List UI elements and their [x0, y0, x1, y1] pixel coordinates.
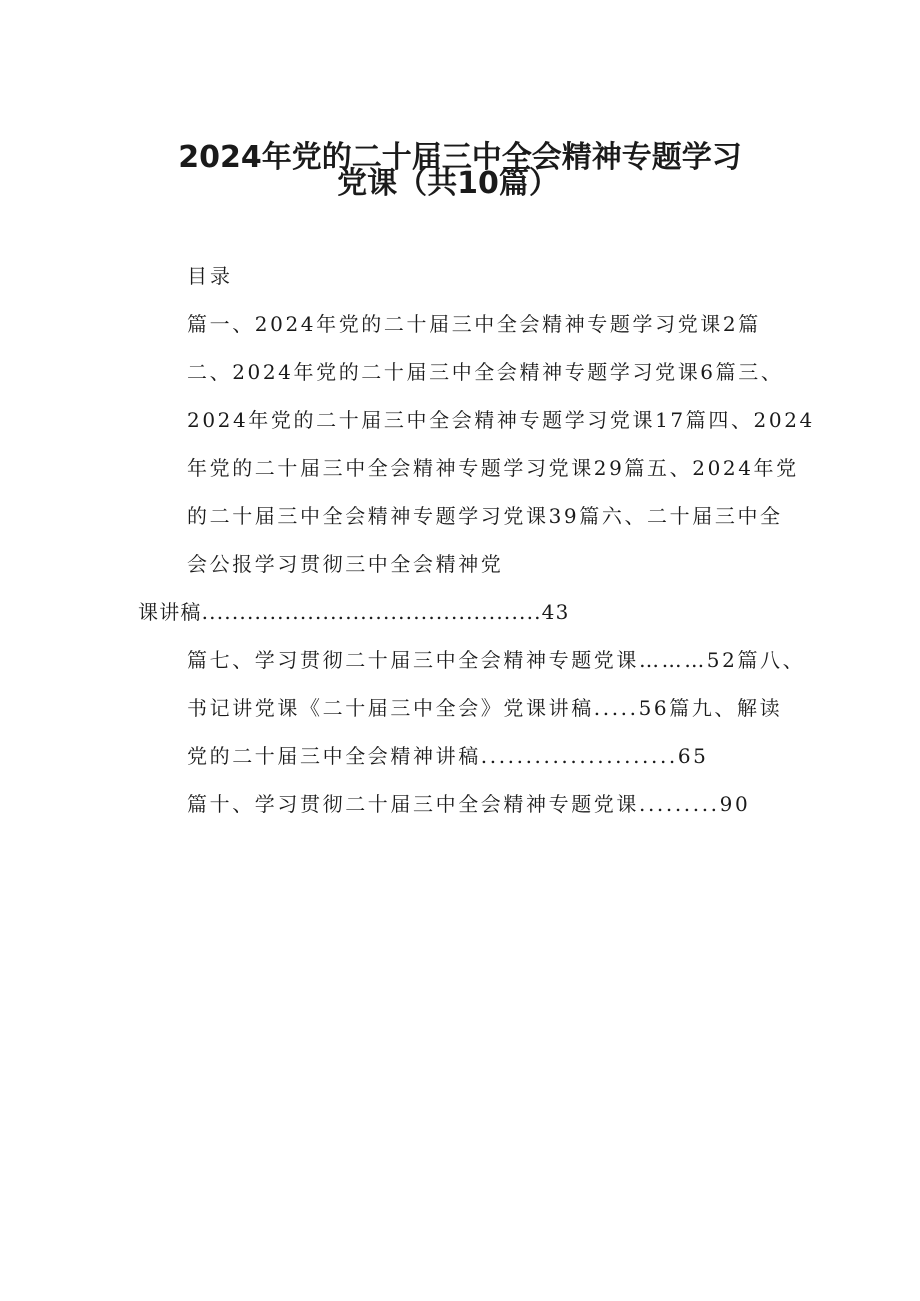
toc-line[interactable]: 党的二十届三中全会精神讲稿......................65 — [187, 744, 709, 768]
toc-line[interactable]: 二、2024年党的二十届三中全会精神专题学习党课6篇三、 — [187, 360, 784, 384]
toc-line[interactable]: 2024年党的二十届三中全会精神专题学习党课17篇四、2024 — [187, 408, 815, 432]
toc-line[interactable]: 课讲稿.............................................43 — [138, 600, 570, 624]
toc-line[interactable]: 会公报学习贯彻三中全会精神党 — [187, 552, 504, 576]
toc-heading: 目录 — [187, 264, 233, 288]
document-title-line-2: 党课（共10篇） — [337, 166, 559, 201]
toc-line[interactable]: 书记讲党课《二十届三中全会》党课讲稿.....56篇九、解读 — [187, 696, 783, 720]
toc-line[interactable]: 的二十届三中全会精神专题学习党课39篇六、二十届三中全 — [187, 504, 783, 528]
toc-line[interactable]: 篇十、学习贯彻二十届三中全会精神专题党课.........90 — [187, 792, 751, 816]
toc-line[interactable]: 篇七、学习贯彻二十届三中全会精神专题党课………52篇八、 — [187, 648, 806, 672]
document-title-line-1: 2024年党的二十届三中全会精神专题学习 — [178, 140, 742, 175]
toc-line[interactable]: 年党的二十届三中全会精神专题学习党课29篇五、2024年党 — [187, 456, 799, 480]
toc-line[interactable]: 篇一、2024年党的二十届三中全会精神专题学习党课2篇 — [187, 312, 761, 336]
